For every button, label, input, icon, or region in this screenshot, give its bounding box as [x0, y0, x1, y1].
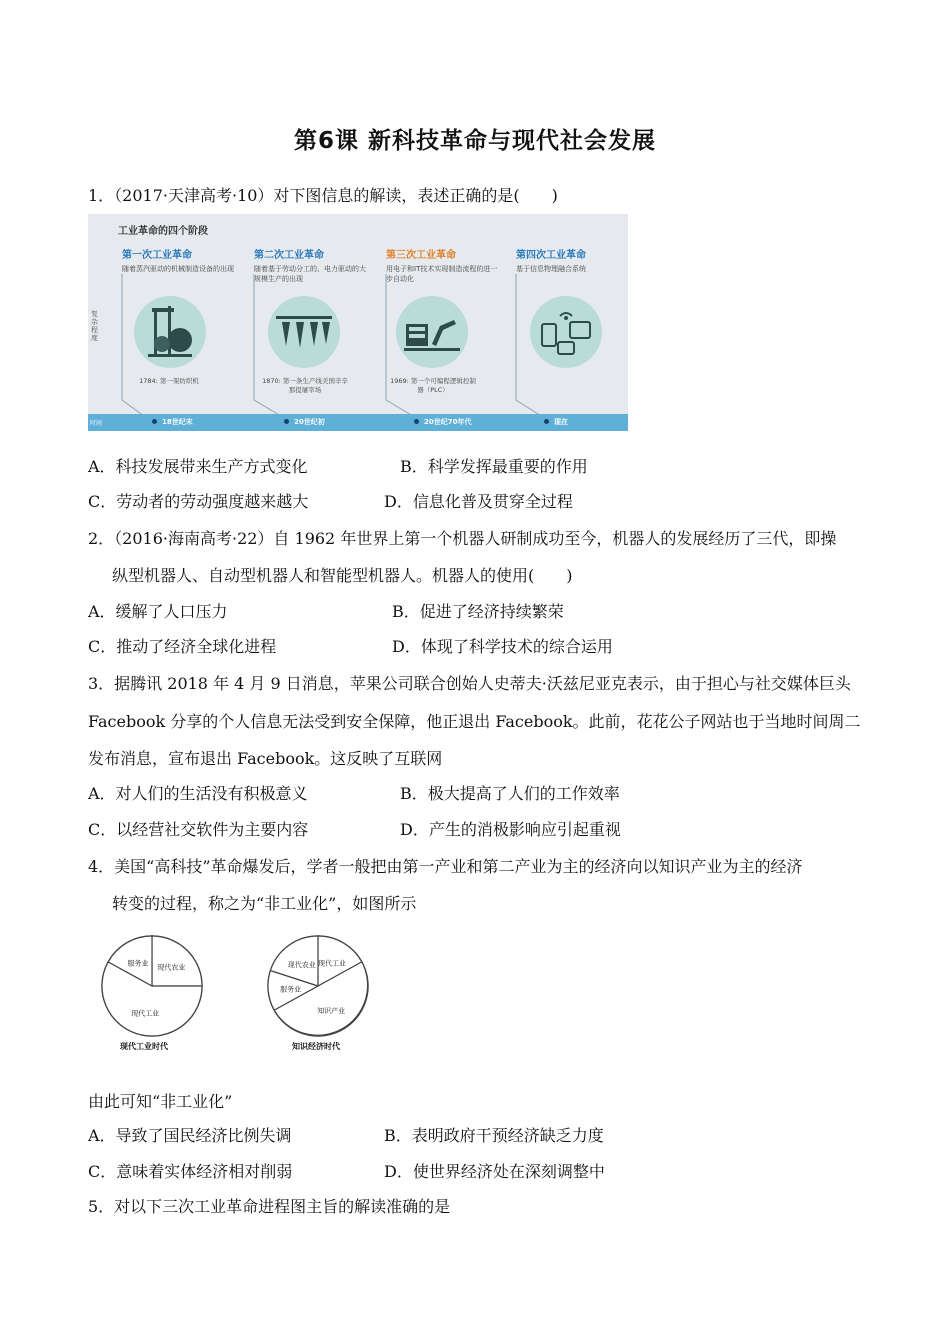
stage-4-desc: 基于信息物理融合系统: [516, 265, 586, 273]
stage-2-heading: 第二次工业革命: [254, 250, 324, 261]
q2-stem-line2: 纵型机器人、自动型机器人和智能型机器人。机器人的使用( ): [112, 566, 573, 585]
time-dot-2: [284, 419, 289, 424]
pie-slice-现代农业: [152, 936, 202, 986]
q3-stem-line2: Facebook 分享的个人信息无法受到安全保障，他正退出 Facebook。此前，花花公子网站也于当地时间周二: [88, 712, 861, 731]
q4-option-d[interactable]: D．使世界经济处在深刻调整中: [384, 1162, 605, 1181]
q2-option-d[interactable]: D．体现了科学技术的综合运用: [392, 637, 613, 656]
q1-option-a[interactable]: A．科技发展带来生产方式变化: [88, 457, 308, 476]
stage-2-desc: 随着基于劳动分工的、电力驱动的大规模生产的出现: [254, 265, 366, 283]
pie-chart-knowledge-svg: [262, 934, 382, 1042]
pie-label-现代农业: 现代农业: [157, 963, 186, 972]
time-label-1: 18世纪末: [162, 418, 193, 426]
time-dot-4: [544, 419, 549, 424]
q1-option-c[interactable]: C．劳动者的劳动强度越来越大: [88, 492, 309, 511]
time-label-3: 20世纪70年代: [424, 418, 472, 426]
pie-label-服务业: 服务业: [280, 985, 302, 994]
q4-stem-line2: 转变的过程，称之为“非工业化”，如图所示: [112, 894, 417, 913]
q4-option-a[interactable]: A．导致了国民经济比例失调: [88, 1126, 292, 1145]
q3-stem-line3: 发布消息，宣布退出 Facebook。这反映了互联网: [88, 749, 443, 768]
stage-2-caption: 1870: 第一条生产线美国辛辛那提屠宰场: [262, 377, 348, 394]
pie-label-现代农业: 现代农业: [287, 960, 316, 969]
q4-lead: 由此可知“非工业化”: [88, 1092, 233, 1111]
pie-chart-knowledge: [262, 934, 382, 1064]
q5-stem: 5．对以下三次工业革命进程图主旨的解读准确的是: [88, 1197, 451, 1216]
time-label-4: 现在: [554, 418, 568, 426]
pie-label-知识产业: 知识产业: [317, 1007, 346, 1016]
q4-stem-line1: 4．美国“高科技”革命爆发后，学者一般把由第一产业和第二产业为主的经济向以知识产业为主的经济: [88, 857, 803, 876]
pie-label-服务业: 服务业: [127, 959, 149, 968]
q1-option-b[interactable]: B．科学发挥最重要的作用: [400, 457, 588, 476]
time-dot-1: [152, 419, 157, 424]
q3-option-a[interactable]: A．对人们的生活没有积极意义: [88, 784, 308, 803]
q2-stem-line1: 2．（2016·海南高考·22）自 1962 年世界上第一个机器人研制成功至今，机器人的发展经历了三代，即操: [88, 529, 837, 548]
stage-3-desc: 用电子和IT技术实现制造流程的进一步自动化: [386, 265, 498, 283]
q4-option-b[interactable]: B．表明政府干预经济缺乏力度: [384, 1126, 604, 1145]
q2-option-b[interactable]: B．促进了经济持续繁荣: [392, 602, 564, 621]
stage-1-heading: 第一次工业革命: [122, 250, 192, 261]
q3-option-c[interactable]: C．以经营社交软件为主要内容: [88, 820, 309, 839]
stage-4-heading: 第四次工业革命: [516, 250, 586, 261]
figure-side-label: 复杂程度: [91, 310, 98, 342]
q3-stem-line1: 3．据腾讯 2018 年 4 月 9 日消息，苹果公司联合创始人史蒂夫·沃兹尼亚克表示，由于担心与社交媒体巨头: [88, 674, 851, 693]
pie-label-现代工业: 现代工业: [131, 1009, 160, 1018]
q2-option-c[interactable]: C．推动了经济全球化进程: [88, 637, 277, 656]
pie-label-现代工业: 现代工业: [318, 959, 346, 968]
industrial-revolution-figure: [88, 214, 628, 431]
stage-1-caption: 1784: 第一架纺织机: [139, 377, 199, 385]
time-dot-3: [414, 419, 419, 424]
time-label-2: 20世纪初: [294, 418, 325, 426]
stage-3-heading: 第三次工业革命: [386, 250, 456, 261]
pie-chart-industrial: [96, 934, 216, 1064]
stage-1-desc: 随着蒸汽驱动的机械制造设备的出现: [122, 265, 234, 273]
q2-option-a[interactable]: A．缓解了人口压力: [88, 602, 228, 621]
pie-chart-knowledge-title: 知识经济时代: [292, 1042, 340, 1051]
stage-connector-lines: [88, 214, 628, 431]
q3-option-b[interactable]: B．极大提高了人们的工作效率: [400, 784, 620, 803]
q1-option-d[interactable]: D．信息化普及贯穿全过程: [384, 492, 573, 511]
page-title: 第6课 新科技革命与现代社会发展: [293, 128, 656, 154]
stage-3-caption: 1969: 第一个可编程逻辑控制器（PLC）: [390, 377, 476, 394]
pie-chart-industrial-svg: [96, 934, 216, 1042]
q3-option-d[interactable]: D．产生的消极影响应引起重视: [400, 820, 621, 839]
figure-title: 工业革命的四个阶段: [118, 226, 208, 237]
q1-stem: 1．（2017·天津高考·10）对下图信息的解读，表述正确的是( ): [88, 186, 558, 205]
time-axis-label: 时间: [90, 420, 103, 427]
pie-chart-industrial-title: 现代工业时代: [120, 1042, 168, 1051]
q4-option-c[interactable]: C．意味着实体经济相对削弱: [88, 1162, 293, 1181]
